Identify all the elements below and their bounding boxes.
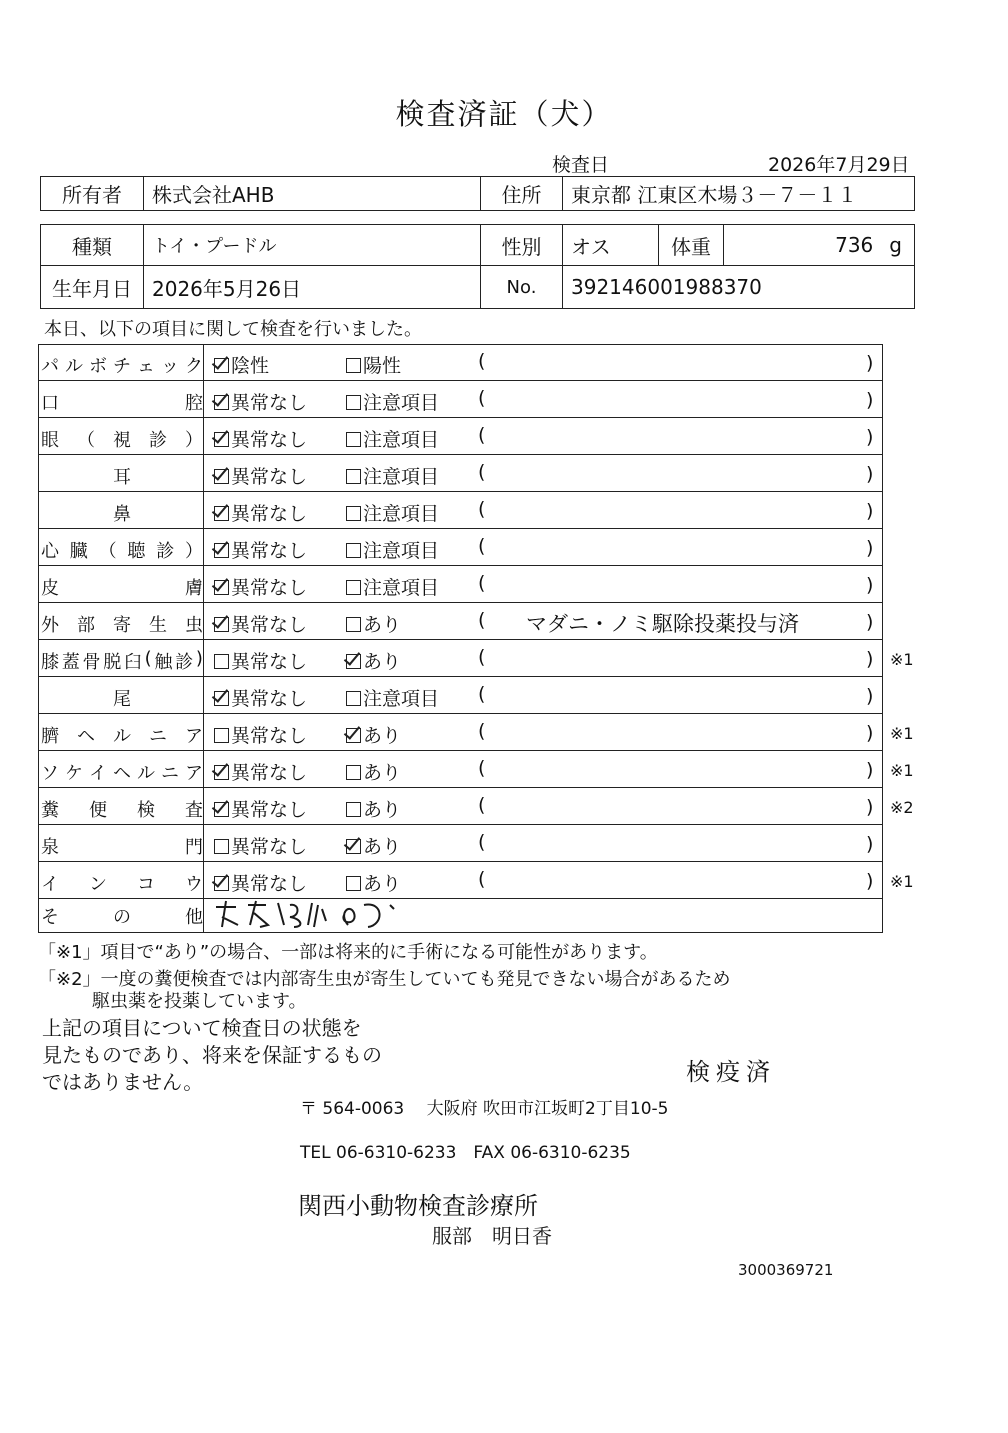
open-paren: ( [478, 757, 486, 779]
item-label: 外 部 寄 生 虫 [41, 615, 203, 636]
option-1-checkbox[interactable]: 異常なし [214, 647, 307, 674]
checkbox-icon [346, 839, 361, 854]
open-paren: ( [478, 350, 486, 372]
option-1-checkbox[interactable]: 異常なし [214, 536, 307, 563]
sex-label: 性別 [480, 224, 563, 266]
close-paren: ) [866, 463, 874, 485]
option-2-checkbox[interactable]: 注意項目 [346, 536, 439, 563]
item-label: 泉 門 [41, 837, 203, 858]
checkbox-icon [214, 765, 229, 780]
item-detail: マダニ・ノミ駆除投薬投与済 [526, 612, 799, 636]
open-paren: ( [478, 646, 486, 668]
option-2-checkbox[interactable]: あり [346, 869, 401, 896]
item-label: イ ン コ ウ [41, 874, 203, 895]
close-paren: ) [866, 759, 874, 781]
checkbox-icon [214, 580, 229, 595]
no-label: No. [480, 265, 563, 309]
checkbox-icon [214, 469, 229, 484]
option-2-checkbox[interactable]: 注意項目 [346, 499, 439, 526]
item-label: 心 臓 （ 聴 診 ） [41, 541, 203, 562]
close-paren: ) [866, 500, 874, 522]
item-label: 臍 ヘ ル ニ ア [41, 726, 203, 747]
note-1: 「※1」項目で“あり”の場合、一部は将来的に手術になる可能性があります。 [38, 942, 658, 963]
open-paren: ( [478, 609, 486, 631]
document-id: 3000369721 [738, 1261, 834, 1279]
intro-text: 本日、以下の項目に関して検査を行いました。 [44, 319, 422, 340]
item-label: 耳 [113, 467, 131, 488]
checkbox-icon [346, 506, 361, 521]
checkbox-icon [346, 765, 361, 780]
option-1-checkbox[interactable]: 異常なし [214, 684, 307, 711]
close-paren: ) [866, 537, 874, 559]
checkbox-icon [214, 839, 229, 854]
birth-value: 2026年5月26日 [143, 265, 481, 309]
checkbox-icon [346, 728, 361, 743]
clinic-name: 関西小動物検査診療所 [298, 1192, 538, 1220]
open-paren: ( [478, 424, 486, 446]
checkbox-icon [214, 728, 229, 743]
exam-date-label: 検査日 [552, 154, 610, 176]
option-1-checkbox[interactable]: 異常なし [214, 795, 307, 822]
option-2-checkbox[interactable]: あり [346, 832, 401, 859]
option-2-checkbox[interactable]: あり [346, 721, 401, 748]
owner-value: 株式会社AHB [143, 176, 481, 211]
address-label: 住所 [480, 176, 563, 211]
option-2-checkbox[interactable]: 注意項目 [346, 388, 439, 415]
checkbox-icon [214, 617, 229, 632]
option-1-checkbox[interactable]: 陰性 [214, 351, 269, 378]
close-paren: ) [866, 611, 874, 633]
close-paren: ) [866, 796, 874, 818]
inspection-stamp: 検疫済 [686, 1058, 776, 1086]
checkbox-icon [346, 432, 361, 447]
option-2-checkbox[interactable]: 注意項目 [346, 462, 439, 489]
checkbox-icon [346, 580, 361, 595]
close-paren: ) [866, 685, 874, 707]
close-paren: ) [866, 648, 874, 670]
address-value: 東京都 江東区木場３－７－１１ [562, 176, 915, 211]
item-label: 鼻 [113, 504, 131, 525]
checkbox-icon [214, 691, 229, 706]
checkbox-icon [214, 395, 229, 410]
note-2a: 「※2」一度の糞便検査では内部寄生虫が寄生していても発見できない場合があるため [38, 969, 731, 990]
checkbox-icon [346, 691, 361, 706]
breed-label: 種類 [40, 224, 144, 266]
disclaimer [42, 1015, 382, 1096]
checkbox-icon [346, 802, 361, 817]
open-paren: ( [478, 498, 486, 520]
item-label: 膝 蓋 骨 脱 臼 ( 触 診 ) [41, 648, 203, 673]
clinic-tel-fax: TEL 06-6310-6233 FAX 06-6310-6235 [300, 1143, 631, 1163]
open-paren: ( [478, 794, 486, 816]
disclaimer-line-1: 上記の項目について検査日の状態を [42, 1016, 362, 1040]
weight-unit: g [889, 233, 902, 257]
checkbox-icon [346, 469, 361, 484]
owner-label: 所有者 [40, 176, 144, 211]
sex-value: オス [562, 224, 659, 266]
page-title: 検査済証（犬） [395, 97, 613, 131]
weight-value: 736 [835, 233, 874, 257]
checkbox-icon [346, 358, 361, 373]
weight-label: 体重 [658, 224, 724, 266]
open-paren: ( [478, 535, 486, 557]
option-1-checkbox[interactable]: 異常なし [214, 573, 307, 600]
option-1-checkbox[interactable]: 異常なし [214, 832, 307, 859]
breed-value: トイ・プードル [143, 224, 481, 266]
checkbox-icon [214, 654, 229, 669]
close-paren: ) [866, 352, 874, 374]
disclaimer-line-3: ではありません。 [42, 1070, 204, 1094]
footnote-mark: ※1 [890, 761, 914, 780]
checkbox-icon [346, 654, 361, 669]
option-1-checkbox[interactable]: 異常なし [214, 462, 307, 489]
option-2-checkbox[interactable]: 注意項目 [346, 425, 439, 452]
footnote-mark: ※1 [890, 650, 914, 669]
open-paren: ( [478, 461, 486, 483]
option-1-checkbox[interactable]: 異常なし [214, 869, 307, 896]
open-paren: ( [478, 387, 486, 409]
open-paren: ( [478, 683, 486, 705]
open-paren: ( [478, 720, 486, 742]
item-label: 口 腔 [41, 393, 203, 414]
clinic-postal-address: 〒 564-0063 大阪府 吹田市江坂町2丁目10-5 [300, 1099, 669, 1119]
checkbox-icon [214, 506, 229, 521]
note-2b: 駆虫薬を投薬しています。 [92, 991, 307, 1012]
handwritten-other [208, 895, 408, 935]
footnote-mark: ※2 [890, 798, 914, 817]
option-1-checkbox[interactable]: 異常なし [214, 610, 307, 637]
open-paren: ( [478, 831, 486, 853]
close-paren: ) [866, 389, 874, 411]
close-paren: ) [866, 426, 874, 448]
item-label: 糞 便 検 査 [41, 800, 203, 821]
option-2-checkbox[interactable]: 陽性 [346, 351, 401, 378]
option-2-checkbox[interactable]: 注意項目 [346, 684, 439, 711]
close-paren: ) [866, 833, 874, 855]
checkbox-icon [214, 802, 229, 817]
item-label: 眼 （ 視 診 ） [41, 430, 203, 451]
option-1-checkbox[interactable]: 異常なし [214, 388, 307, 415]
option-2-checkbox[interactable]: あり [346, 758, 401, 785]
veterinarian-name: 服部 明日香 [432, 1224, 552, 1248]
checkbox-icon [346, 617, 361, 632]
option-1-checkbox[interactable]: 異常なし [214, 758, 307, 785]
checkbox-icon [214, 876, 229, 891]
footnote-mark: ※1 [890, 724, 914, 743]
weight-cell [723, 224, 915, 266]
option-2-checkbox[interactable]: 注意項目 [346, 573, 439, 600]
item-label: 尾 [113, 689, 131, 710]
birth-label: 生年月日 [40, 265, 144, 309]
open-paren: ( [478, 868, 486, 890]
option-2-checkbox[interactable]: あり [346, 795, 401, 822]
item-label: 皮 膚 [41, 578, 203, 599]
option-2-checkbox[interactable]: あり [346, 610, 401, 637]
checkbox-icon [214, 543, 229, 558]
option-1-checkbox[interactable]: 異常なし [214, 425, 307, 452]
checkbox-icon [214, 358, 229, 373]
option-1-checkbox[interactable]: 異常なし [214, 721, 307, 748]
checkbox-icon [346, 876, 361, 891]
checkbox-icon [214, 432, 229, 447]
item-label: ソ ケ イ ヘ ル ニ ア [41, 763, 203, 784]
other-label: そ の 他 [41, 907, 203, 928]
close-paren: ) [866, 722, 874, 744]
exam-date: 2026年7月29日 [768, 154, 910, 176]
option-1-checkbox[interactable]: 異常なし [214, 499, 307, 526]
option-2-checkbox[interactable]: あり [346, 647, 401, 674]
checkbox-icon [346, 543, 361, 558]
footnote-mark: ※1 [890, 872, 914, 891]
close-paren: ) [866, 574, 874, 596]
close-paren: ) [866, 870, 874, 892]
no-value: 392146001988370 [562, 265, 915, 309]
checkbox-icon [346, 395, 361, 410]
item-label: パ ル ボ チ ェ ッ ク [41, 356, 203, 377]
disclaimer-line-2: 見たものであり、将来を保証するもの [42, 1043, 382, 1067]
open-paren: ( [478, 572, 486, 594]
